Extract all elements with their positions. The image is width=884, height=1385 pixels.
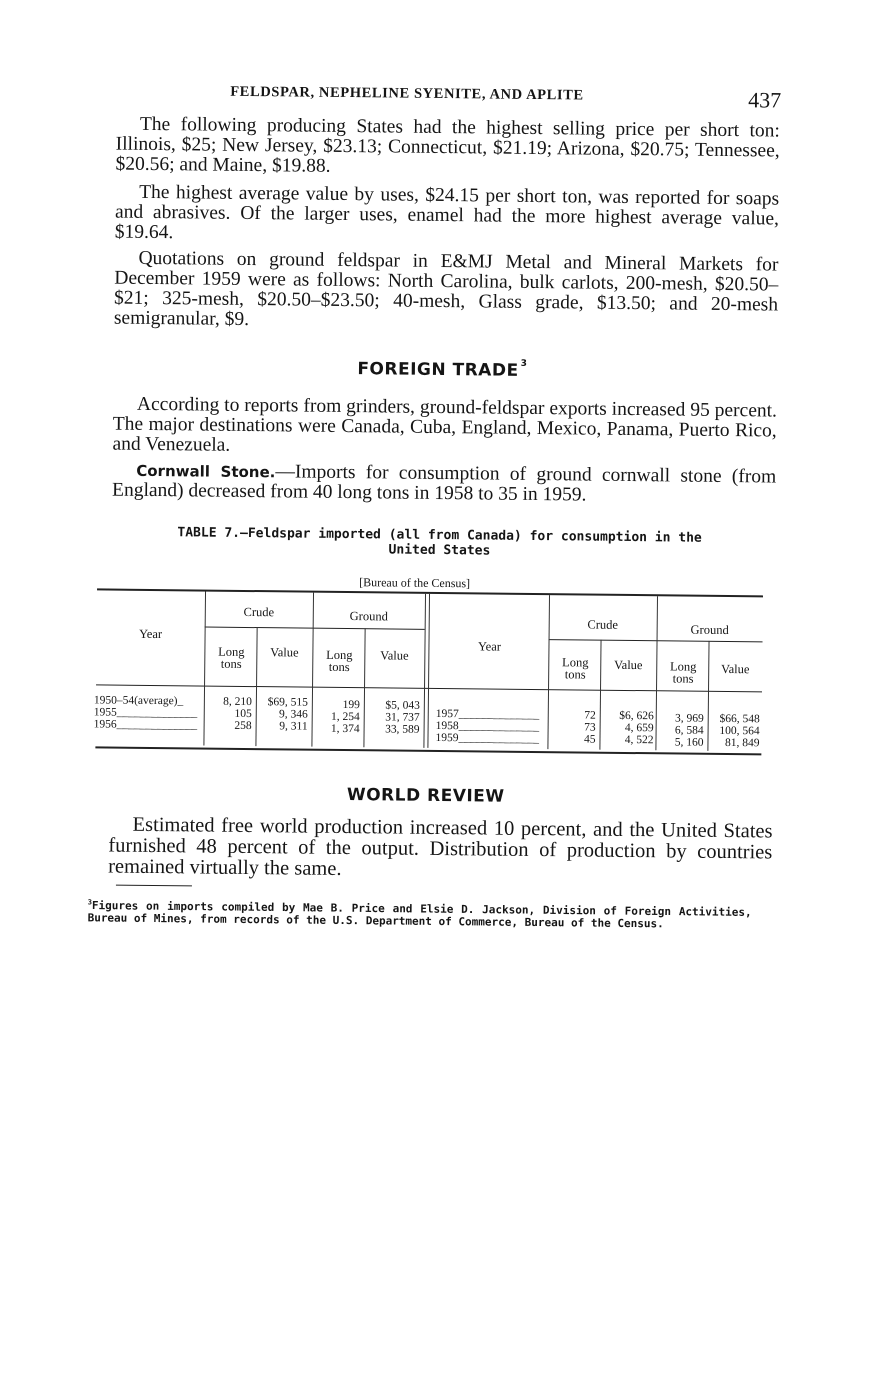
cell-ground-value: 31, 737 xyxy=(385,711,420,724)
header-long-tons: Long tons xyxy=(562,655,589,682)
paragraph-selling-price: The following producing States had the highest selling price per short ton: Illinois, $25; New Jersey, $23.13; Connecticut, $21.19; Arizona, $20.75; Tennessee, $20.56; and Maine, $19.88. xyxy=(115,113,780,177)
cell-crude-long-tons: 72 xyxy=(584,709,596,722)
running-head: FELDSPAR, NEPHELINE SYENITE, AND APLITE xyxy=(230,83,584,104)
footnote-marker: 3 xyxy=(87,898,93,907)
cell-ground-long-tons: 5, 160 xyxy=(674,736,704,749)
cell-ground-long-tons: 6, 584 xyxy=(674,724,704,737)
footnote-rule xyxy=(116,885,192,887)
cell-ground-value: 81, 849 xyxy=(724,736,760,750)
cell-crude-value: 9, 311 xyxy=(279,720,308,733)
header-value: Value xyxy=(380,648,409,663)
cell-crude-long-tons: 8, 210 xyxy=(223,695,252,709)
cell-crude-value: $6, 626 xyxy=(619,709,654,723)
cell-ground-long-tons: 1, 254 xyxy=(330,710,360,724)
header-crude: Crude xyxy=(243,604,275,620)
column-divider xyxy=(427,594,430,748)
table-caption-line-1: TABLE 7.—Feldspar imported (all from Canada) for consumption in the xyxy=(177,525,702,546)
cell-ground-value: 100, 564 xyxy=(719,724,760,738)
footnote xyxy=(88,896,752,931)
foreign-trade-heading-text: FOREIGN TRADE xyxy=(357,359,519,381)
cell-ground-long-tons: 1, 374 xyxy=(330,722,360,736)
cell-crude-long-tons: 45 xyxy=(583,733,596,746)
header-value: Value xyxy=(613,657,643,673)
cell-year: 1950–54(average)_ xyxy=(93,694,184,708)
header-year: Year xyxy=(477,639,502,654)
cell-year: 1958______________ xyxy=(435,719,540,734)
table-caption xyxy=(119,525,759,562)
cell-ground-value: 33, 589 xyxy=(385,723,420,736)
cell-crude-long-tons: 258 xyxy=(234,719,252,733)
paragraph-exports: According to reports from grinders, ground-feldspar exports increased 95 percent. The major destinations were Canada, Cuba, England, Mexico, Panama, Puerto Rico, and Venezuela. xyxy=(112,393,778,456)
header-long-tons: Long tons xyxy=(326,647,353,675)
header-crude: Crude xyxy=(587,617,619,632)
page-number: 437 xyxy=(748,87,782,113)
header-year: Year xyxy=(138,626,163,642)
header-ground: Ground xyxy=(690,622,729,638)
cell-crude-value: 9, 346 xyxy=(278,708,308,721)
cell-year: 1955______________ xyxy=(93,706,198,720)
cell-crude-value: 4, 522 xyxy=(624,733,654,747)
cell-year: 1957______________ xyxy=(435,707,540,722)
paragraph-quotations: Quotations on ground feldspar in E&MJ Metal and Mineral Markets for December 1959 were as follows: North Carolina, bulk carlots, 200-mesh, $20.50–$21; 325-mesh, $20.50–$23.50; 40-mesh, Glass grade, $13.50; and 20-mesh semigranular, $9. xyxy=(113,247,779,330)
cell-year: 1959______________ xyxy=(435,731,540,746)
cornwall-stone-lead: Cornwall Stone. xyxy=(136,461,276,482)
cell-ground-value: $66, 548 xyxy=(719,712,760,726)
paragraph-world-review: Estimated free world production increased 10 percent, and the United States furnished 48 percent of the output. Distribution of production by countries remained virtually the same. xyxy=(108,813,773,880)
cornwall-stone-body: —Imports for consumption of ground cornwall stone (from England) decreased from 40 long tons in 1958 to 35 in 1959. xyxy=(111,461,777,506)
table-source: [Bureau of the Census] xyxy=(359,575,471,591)
left-group-rule xyxy=(205,627,425,630)
foreign-trade-heading xyxy=(357,359,527,381)
cell-crude-long-tons: 105 xyxy=(234,707,252,721)
footnote-text: Figures on imports compiled by Mae B. Price and Elsie D. Jackson, Division of Foreign Activities, Bureau of Mines, from records of the U.S. Department of Commerce, Bureau of the Census. xyxy=(87,899,752,931)
footnote-reference: 3 xyxy=(520,358,528,369)
header-long-tons: Long tons xyxy=(218,644,245,671)
paragraph-average-value: The highest average value by uses, $24.15 per short ton, was reported for soaps and abrasives. Of the larger uses, enamel had the more highest average value, $19.64. xyxy=(114,181,780,244)
world-review-heading: WORLD REVIEW xyxy=(346,785,505,807)
table-caption-line-2: United States xyxy=(388,542,491,559)
header-ground: Ground xyxy=(349,609,388,624)
cell-ground-long-tons: 3, 969 xyxy=(674,712,704,725)
cell-year: 1956______________ xyxy=(93,718,198,732)
cell-crude-value: 4, 659 xyxy=(624,721,654,735)
header-value: Value xyxy=(270,645,299,660)
cell-ground-value: $5, 043 xyxy=(385,699,420,712)
header-long-tons: Long tons xyxy=(669,659,697,686)
header-value: Value xyxy=(720,661,750,677)
cell-crude-long-tons: 73 xyxy=(584,721,596,734)
cell-crude-value: $69, 515 xyxy=(267,696,308,709)
paragraph-cornwall-stone xyxy=(112,461,776,508)
cell-ground-long-tons: 199 xyxy=(342,698,360,712)
